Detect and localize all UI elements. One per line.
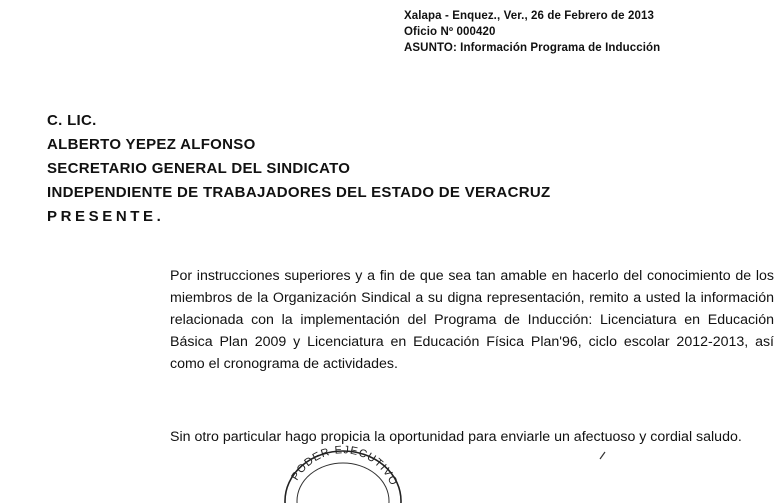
recipient-organization: INDEPENDIENTE DE TRABAJADORES DEL ESTADO DE VERACRUZ xyxy=(47,184,551,201)
recipient-position: SECRETARIO GENERAL DEL SINDICATO xyxy=(47,160,351,177)
letter-header xyxy=(404,8,764,56)
paragraph-text: Sin otro particular hago propicia la oportunidad para enviarle un afectuoso y cordial saludo. xyxy=(170,429,742,445)
recipient-block xyxy=(47,109,747,229)
body-paragraph-2 xyxy=(170,426,774,448)
paragraph-text: Por instrucciones superiores y a fin de que sea tan amable en hacerlo del conocimiento de los miembros de la Organización Sindical a su digna representación, remito a usted la información relacionada con la implementación del Programa de Inducción: Licenciatura en Educación Básica Plan 2009 y Licenciatura en Educación Física Plan'96, ciclo escolar 2012-2013, así como el cronograma de actividades. xyxy=(170,268,774,372)
seal-text: PODER EJECUTIVO xyxy=(289,444,400,488)
subject-line: ASUNTO: Información Programa de Inducción xyxy=(404,42,661,54)
recipient-presente: PRESENTE. xyxy=(47,208,165,225)
recipient-name: ALBERTO YEPEZ ALFONSO xyxy=(47,136,256,153)
recipient-title: C. LIC. xyxy=(47,112,97,129)
svg-text:PODER EJECUTIVO xyxy=(289,444,400,488)
office-number: Oficio Nº 000420 xyxy=(404,26,496,38)
ink-mark-icon xyxy=(598,450,608,460)
official-seal-icon xyxy=(268,443,418,503)
place-date: Xalapa - Enquez., Ver., 26 de Febrero de 2013 xyxy=(404,10,654,22)
body-paragraph-1 xyxy=(170,265,774,375)
